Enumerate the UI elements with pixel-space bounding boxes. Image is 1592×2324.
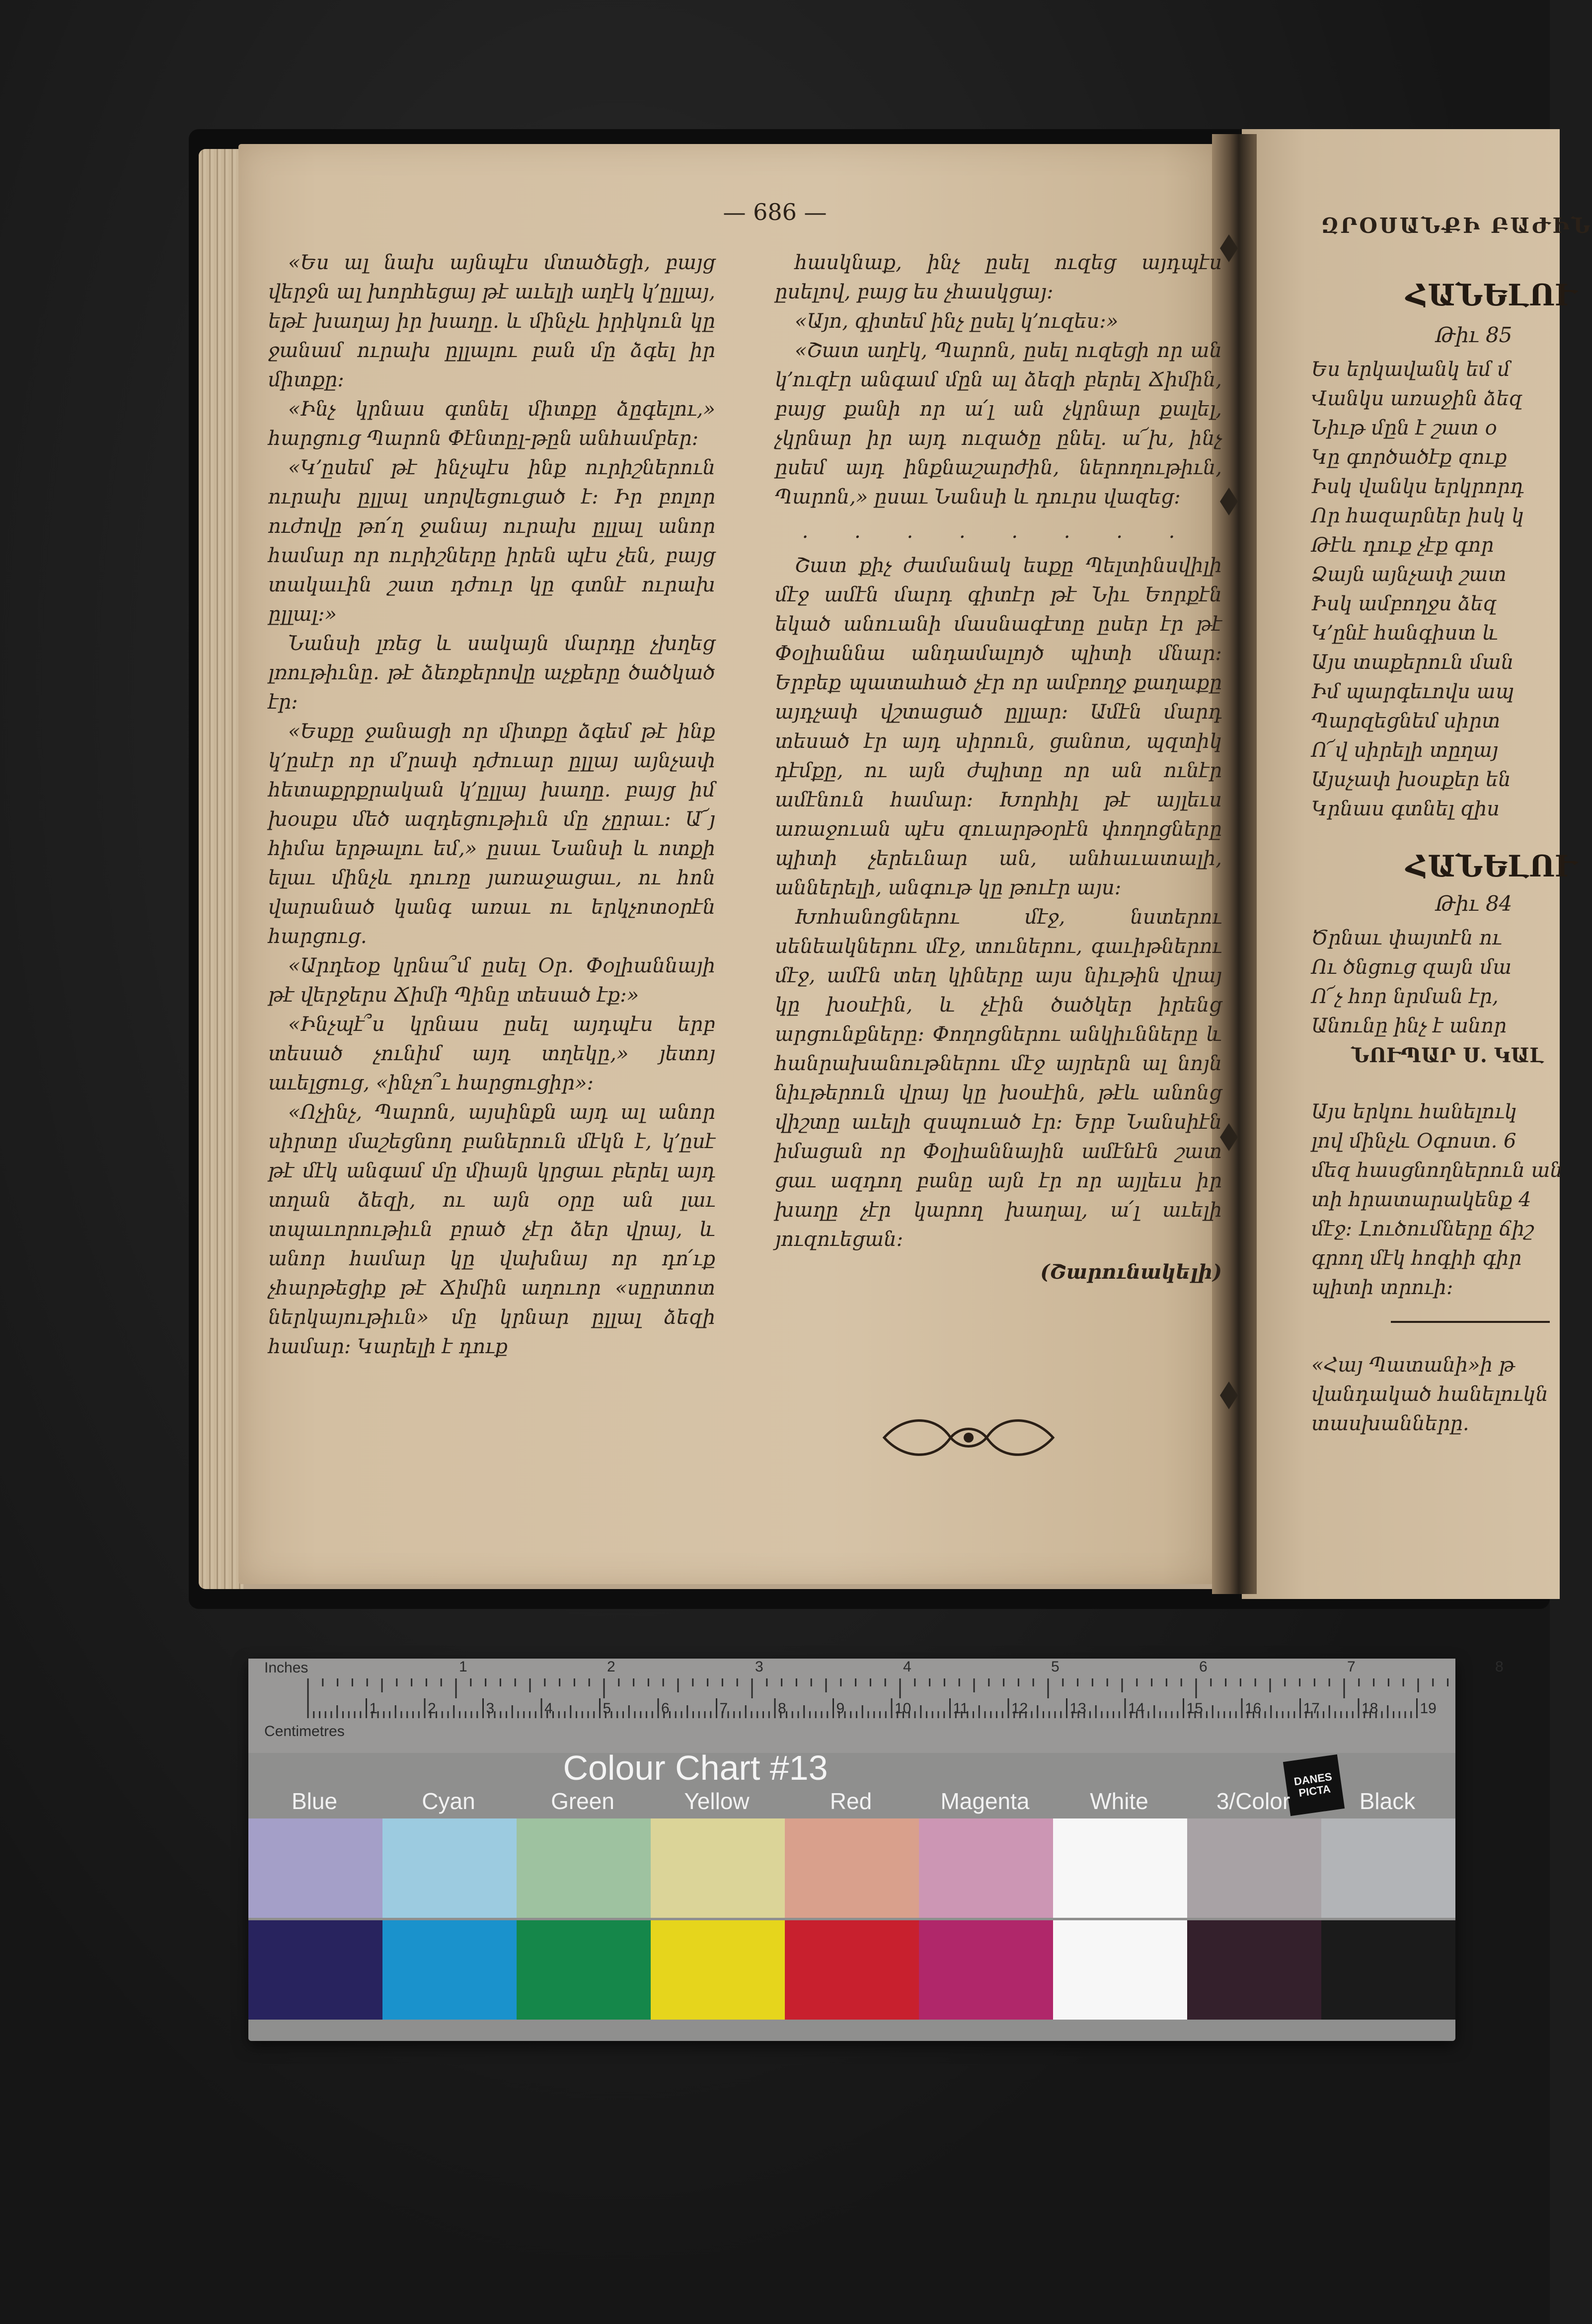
puzzle-heading: ՀԱՆԵԼՈՒ [1406,278,1577,313]
swatch-light-red [785,1818,919,1918]
cm-number: 18 [1362,1700,1378,1717]
inch-number: 3 [755,1659,763,1675]
inch-number: 8 [1495,1659,1504,1675]
colour-chart-title: Colour Chart #13 [563,1748,828,1787]
swatch-light-white [1053,1818,1187,1918]
left-text-column [268,248,715,1362]
swatch-label-red: Red [830,1788,872,1814]
cm-number: 17 [1303,1700,1320,1717]
cm-number: 16 [1245,1700,1262,1717]
inch-number: 1 [459,1659,467,1675]
puzzle-verse: Ծրնաւ փայտէն ու Ու ծնցուց զայն մա Ո՜չ հոր նրման էր, Անունը ինչ է անոր ՆՈՒՊԱՐ Ս. ԿԱԼ [1311,927,1544,1067]
paragraph: Շատ քիչ ժամանակ եսքը Պելտինսվիլի մէջ ամէն մարդ գիտէր թէ Նիւ Եորքէն եկած անուանի մասնագէտը ըսեր էր թէ Փօլիաննա անդամալոյծ պիտի մնար։ Երբեք պատահած չէր որ ամբողջ քաղաքը այդչափ վշտացած ըլլար։ Ամէն մարդ տեսած էր այդ սիրուն, ցանոտ, պզտիկ դէմքը, ու այն ժպիտը որ ան ունէր ամէնուն համար։ Խորհիլ թէ այլեւս առաջուան պէս զուարթօրէն փողոցները պիտի չերեւնար ան, անհաւատալի, աններելի, անգութ կը թուէր այս։ [775,554,1222,899]
fleuron-icon [1218,1380,1240,1410]
swatch-label-yellow: Yellow [684,1788,750,1814]
swatch-label-blue: Blue [291,1788,338,1814]
cm-number: 7 [719,1700,728,1717]
inch-number: 7 [1347,1659,1356,1675]
swatch-dark-green [517,1920,651,2020]
swatch-light-magenta [919,1818,1053,1918]
cm-number: 3 [486,1700,495,1717]
cm-number: 5 [603,1700,611,1717]
cm-number: 13 [1069,1700,1086,1717]
swatch-light-3color [1187,1818,1321,1918]
fleuron-icon [1218,487,1240,516]
swatch-dark-yellow [651,1920,785,2020]
ornament-icon [874,1410,1063,1465]
cm-number: 9 [836,1700,845,1717]
cm-number: 2 [428,1700,436,1717]
fleuron-icon [1218,233,1240,263]
paragraph: «Ես ալ նախ այնպէս մտածեցի, բայց վերջն ալ խորհեցայ թէ աւելի աղէկ կ՚ըլլայ, եթէ խաղայ իր խաղը. և մինչև իրիկուն կը ջանամ ուրախ ըլլալու բան մը ձգել իր միտքը։ [268,251,715,391]
swatch-dark-white [1053,1920,1187,2020]
puzzle-heading: ՀԱՆԵԼՈՒ [1406,849,1577,884]
section-divider-dots: . . . . . . . . [802,520,1195,543]
colour-chart [248,1659,1504,2041]
puzzle-number: Թիւ 85 [1436,323,1513,347]
cm-number: 19 [1420,1700,1437,1717]
paragraph: «Արդեօք կրնա՞մ ըսել Օր. Փօլիաննայի թէ վերջերս Ճիմի Պինը տեսած էք։» [268,954,715,1007]
swatch-dark-magenta [919,1920,1053,2020]
swatch-light-blue [248,1818,382,1918]
puzzle-answers-note: «Հայ Պատանի»ի թ վանդակած հանելուկն տասխանները. [1311,1354,1548,1435]
cm-number: 12 [1011,1700,1028,1717]
continued-note: (Շարունակելի) [1040,1260,1222,1284]
cm-number: 11 [953,1700,969,1717]
paragraph: հասկնաք, ինչ ըսել ուզեց այդպէս ըսելով, բայց ես չհասկցայ։ [775,251,1222,303]
swatch-label-green: Green [551,1788,614,1814]
colour-swatches [248,1818,1455,2041]
paragraph: «Այո, գիտեմ ինչ ըսել կ՚ուզես։» [795,310,1119,333]
swatch-dark-cyan [382,1920,517,2020]
paragraph: «Ինչ կրնաս գտնել միտքը ձըգելու,» հարցուց Պարոն Փէնտըլ-թըն անհամբեր։ [268,398,715,450]
swatch-labels [248,1788,1455,1817]
right-text-column [775,248,1222,1307]
swatch-dark-black [1321,1920,1455,2020]
swatch-light-cyan [382,1818,517,1918]
swatch-light-black [1321,1818,1455,1918]
page-number: — 686 — [723,199,827,225]
paragraph: Խոհանոցներու մէջ, նստերու սենեակներու մէջ, տուներու, գաւիթներու մէջ, ամէն տեղ կիները այս նիւթին վրայ կը խօսէին, և չէին ծածկեր իրենց արցունքները։ Փողոցներու անկիւնները և հանրախանութներու մէջ այրերն ալ նոյն նիւթերուն վրայ կը խօսէին, թէև անոնց վիշտը աւելի զսպուած էր։ Երբ Նանսիէն իմացան որ Փօլիաննային ամէնէն շատ ցաւ ազդող բանը այն էր որ այլեւս իր խաղը չէր կարող խաղալ, ա՛լ աւելի յուզուեցան։ [775,906,1222,1251]
swatch-light-yellow [651,1818,785,1918]
inches-label: Inches [264,1660,308,1676]
cm-number: 6 [661,1700,670,1717]
swatch-dark-blue [248,1920,382,2020]
paragraph: «Ոչինչ, Պարոն, այսինքն այդ ալ անոր սիրտը մաշեցնող բաներուն մէկն է, կ՚ըսէ թէ մէկ անգամ մը միայն կրցաւ բերել այդ տղան ձեզի, ու այն օրը ան լաւ տպաւորութիւն բրած չէր ձեր վրայ, և անոր համար կը վախնայ որ դո՛ւք չհարթեցիք թէ Ճիմին աղուոր «սըրտոտ ներկայութիւն» մը կրնար ըլլալ ձեզի համար։ Կարելի է դուք [268,1101,715,1358]
right-page-header: ԶՐՕՍԱՆՔԻ ԲԱԺԻՆ [1321,214,1592,238]
swatch-dark-red [785,1920,919,2020]
cm-number: 8 [778,1700,786,1717]
cm-number: 1 [369,1700,378,1717]
ruler [248,1659,1504,1753]
paragraph: «Եսքը ջանացի որ միտքը ձգեմ թէ ինք կ՚ըսէր որ մ՚րափ դժուար ըլլայ այնչափ հետաքրքրական կ՚ըլլայ խաղը. բայց իմ խօսքս մեծ ազդեցութիւն մը չըրաւ։ Ա՜յ հիմա երթալու եմ,» ըսաւ Նանսի և ոտքի ելաւ մինչև դուռը յառաջացաւ, ու հոն վարանած կանգ առաւ ու երկչոտօրէն հարցուց. [268,720,715,948]
swatch-light-green [517,1818,651,1918]
swatch-label-magenta: Magenta [940,1788,1030,1814]
swatch-label-3color: 3/Color [1216,1788,1290,1814]
paragraph: «Ինչպէ՞ս կրնաս ըսել այդպէս երբ տեսած չունիմ այդ տղեկը,» յետոյ աւելցուց, «ինչո՞ւ հարցուցիր»։ [268,1013,715,1094]
paragraph: «Շատ աղէկ, Պարոն, ըսել ուզեցի որ ան կ՚ուզէր անգամ մըն ալ ձեզի բերել Ճիմին, բայց քանի որ ա՛լ ան չկրնար քալել, չկրնար իր այդ ուզածը ընել. ա՜խ, ինչ ըսեմ այդ ինքնաշարժին, ներողութիւն, Պարոն,» ըսաւ Նանսի և դուրս վազեց։ [775,339,1222,508]
inch-number: 6 [1199,1659,1208,1675]
fleuron-icon [1218,1122,1240,1152]
inch-number: 5 [1051,1659,1060,1675]
danes-picta-logo: DANES PICTA [1283,1754,1345,1816]
cm-number: 14 [1128,1700,1145,1717]
centimetres-label: Centimetres [264,1723,345,1740]
cm-number: 4 [544,1700,553,1717]
paragraph: «Կ՚ըսեմ թէ ինչպէս ինք ուրիշներուն ուրախ ըլլալ սորվեցուցած է։ Իր բոլոր ուժովը թո՛ղ ջանայ ուրախ ըլլալ անոր համար որ ուրիշները իրեն պէս չեն, բայց տակաւին շատ դժուր կը գտնէ ուրախ ըլլալ։» [268,456,715,626]
swatch-label-cyan: Cyan [422,1788,475,1814]
puzzle-instructions: Այս երկու հանելուկ լով մինչև Օգոստ. 6 մեզ հասցնողներուն ան տի հրատարակենք 4 մէջ։ Լուծումները ճիշ գրող մէկ հոգիի գիր պիտի տրուի։ [1311,1100,1563,1299]
cm-number: 10 [895,1700,911,1717]
inch-number: 4 [903,1659,911,1675]
cm-number: 15 [1186,1700,1203,1717]
paragraph: Նանսի լռեց և սակայն մարդը չխղեց լռութիւնը. թէ ձեռքերովը աչքերը ծածկած էր։ [268,632,715,714]
puzzle-verse: Ես երկավանկ եմ մ Վանկս առաջին ձեզ Նիւթ մըն է շատ օ Կը գործածէք զուք Իսկ վանկս երկրորդ Որ հազարներ իսկ կ Թէև դուք չէք գոր Ձայն այնչափ շատ Իսկ ամբողջս ձեզ Կ՚ընէ հանգիստ և Այս տաքերուն ման Իմ պարգեւովս ապ Պարզեցնեմ սիրտ Ո՜վ սիրելի տըղայ Այսչափ խօսքեր են Կրնաս գտնել զիս [1311,358,1524,820]
swatch-dark-3color [1187,1920,1321,2020]
puzzle-number: Թիւ 84 [1436,891,1513,916]
swatch-label-white: White [1090,1788,1148,1814]
divider-rule [1391,1321,1550,1323]
inch-number: 2 [607,1659,615,1675]
swatch-label-black: Black [1359,1788,1416,1814]
